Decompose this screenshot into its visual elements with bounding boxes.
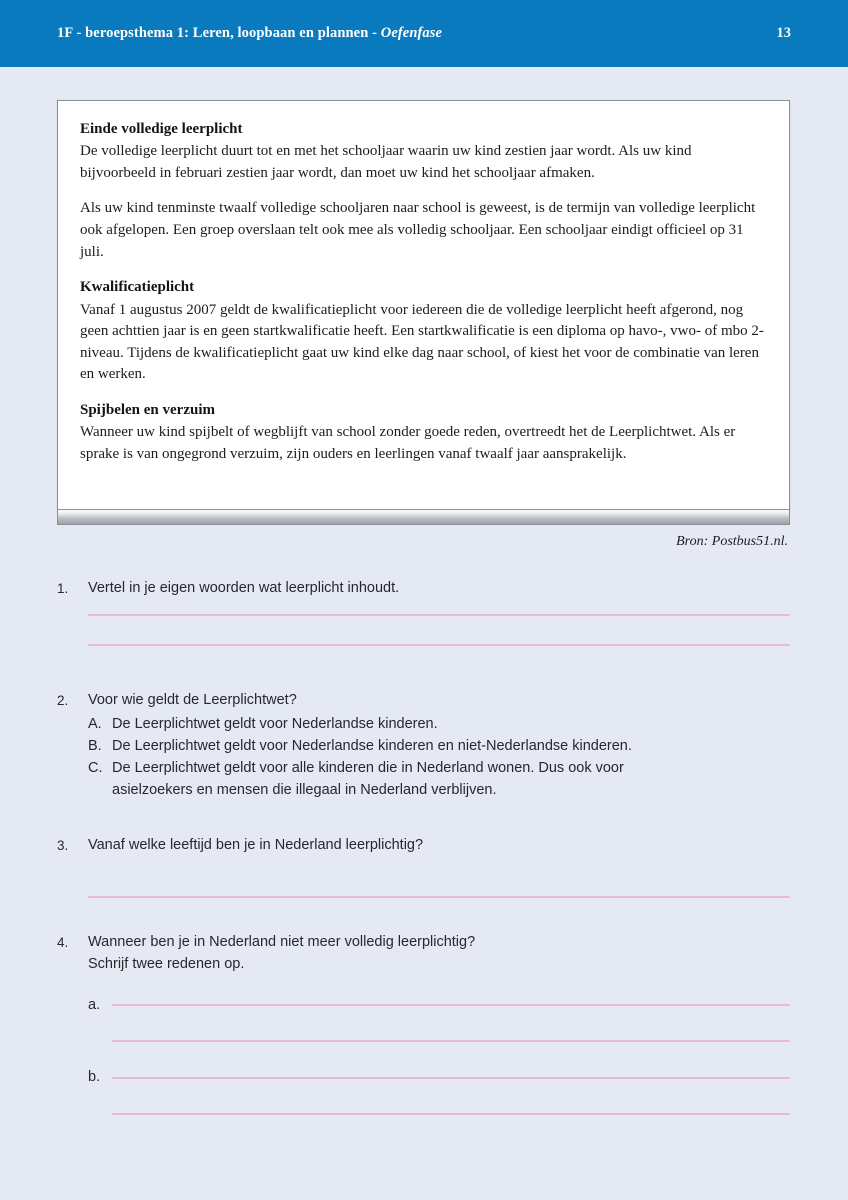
- subitem-letter: b.: [88, 1069, 101, 1086]
- question-spacer: [0, 898, 848, 932]
- question-text: [88, 932, 790, 976]
- line-spacer: [57, 1085, 790, 1113]
- subitem-letter: a.: [88, 996, 101, 1013]
- line-spacer: [57, 616, 790, 644]
- option-b[interactable]: [57, 735, 790, 757]
- subitem-a[interactable]: [57, 998, 790, 1013]
- section-paragraph: De volledige leerplicht duurt tot en met het schooljaar waarin uw kind zestien jaar wordt. Als uw kind bijvoorbeeld in februari zestien jaar wordt, dan moet uw kind het schooljaar afmaken.: [80, 143, 692, 181]
- source-text-box: [57, 100, 790, 510]
- line-spacer: [57, 1042, 790, 1070]
- option-a[interactable]: [57, 713, 790, 735]
- subitem-spacer: [57, 976, 790, 998]
- option-c[interactable]: [57, 757, 790, 801]
- line-spacer: [57, 1012, 790, 1040]
- box-bottom-filler: [80, 465, 767, 493]
- scrollbar-strip[interactable]: [57, 510, 790, 525]
- section-heading-einde-volledige-leerplicht: Einde volledige leerplicht: [80, 121, 243, 137]
- answer-line[interactable]: [112, 1004, 790, 1006]
- page-title-emphasis: Oefenfase: [380, 25, 443, 41]
- option-text: De Leerplichtwet geldt voor alle kinderen die in Nederland wonen. Dus ook voor asielzoekers en mensen die illegaal in Nederland verblijven.: [112, 759, 624, 798]
- question-number: 3.: [57, 837, 69, 853]
- answer-lines: [57, 614, 790, 646]
- question-row: [57, 932, 790, 976]
- section-heading-spijbelen-en-verzuim: Spijbelen en verzuim: [80, 401, 215, 418]
- paragraph-spacer: [80, 184, 767, 198]
- question-text: Vanaf welke leeftijd ben je in Nederland leerplichtig?: [88, 836, 424, 853]
- question-row: [57, 690, 790, 712]
- question-2: [0, 690, 848, 801]
- question-spacer: [0, 646, 848, 690]
- page-title: [57, 25, 442, 42]
- section-paragraph: Wanneer uw kind spijbelt of wegblijft van school zonder goede reden, overtreedt het de Leerplichtwet. Als er sprake is van ongegrond verzuim, zijn ouders en leerlingen vanaf twaalf jaar aansprakelijk.: [80, 424, 736, 462]
- line-spacer: [57, 870, 790, 896]
- answer-options: [57, 713, 790, 801]
- answer-line[interactable]: [112, 1077, 790, 1079]
- option-letter: A.: [88, 715, 102, 732]
- question-3: [0, 835, 848, 899]
- section-spacer: [80, 263, 767, 277]
- page-title-prefix: 1F - beroepsthema 1: Leren, loopbaan en plannen -: [57, 25, 381, 41]
- section-spacer: [80, 386, 767, 400]
- option-text: De Leerplichtwet geldt voor Nederlandse kinderen.: [112, 715, 438, 732]
- answer-lines: [57, 870, 790, 898]
- question-1: [0, 578, 848, 646]
- section-paragraph: Als uw kind tenminste twaalf volledige schooljaren naar school is geweest, is de termijn van volledige leerplicht ook afgelopen. Een groep overslaan telt ook mee als volledig schooljaar. Een schooljaar eindigt officieel op 31 juli.: [80, 200, 756, 260]
- option-letter: B.: [88, 737, 102, 754]
- answer-line[interactable]: [88, 644, 790, 646]
- question-row: [57, 835, 790, 857]
- question-number: 4.: [57, 935, 69, 951]
- answer-line[interactable]: [88, 896, 790, 898]
- questions-section: [0, 578, 848, 1115]
- answer-line[interactable]: [112, 1113, 790, 1115]
- question-text: Voor wie geldt de Leerplichtwet?: [88, 691, 297, 708]
- page-header-bar: [0, 0, 848, 67]
- question-number: 1.: [57, 581, 69, 596]
- question-text-line1: Wanneer ben je in Nederland niet meer volledig leerplichtig?: [88, 934, 476, 951]
- subitem-b[interactable]: [57, 1070, 790, 1085]
- question-text-line2: Schrijf twee redenen op.: [88, 956, 245, 973]
- question-text: Vertel in je eigen woorden wat leerplicht inhoudt.: [88, 580, 400, 596]
- section-heading-kwalificatieplicht: Kwalificatieplicht: [80, 279, 195, 296]
- question-spacer: [0, 801, 848, 835]
- page-number: 13: [776, 25, 791, 41]
- question-4: [0, 932, 848, 1115]
- question-number: 2.: [57, 692, 69, 708]
- source-box-container: [57, 100, 790, 550]
- section-paragraph: Vanaf 1 augustus 2007 geldt de kwalificatieplicht voor iedereen die de volledige leerplicht heeft afgerond, nog geen achttien jaar is en geen startkwalificatie heeft. Een startkwalificatie is een diploma op havo-, vwo- of mbo 2-niveau. Tijdens de kwalificatieplicht gaat uw kind elke dag naar school, of kiest het voor de combinatie van leren en werken.: [80, 301, 764, 383]
- option-text: De Leerplichtwet geldt voor Nederlandse kinderen en niet-Nederlandse kinderen.: [112, 737, 632, 754]
- source-caption: Bron: Postbus51.nl.: [676, 534, 788, 550]
- option-letter: C.: [88, 759, 103, 776]
- question-row: [57, 578, 790, 600]
